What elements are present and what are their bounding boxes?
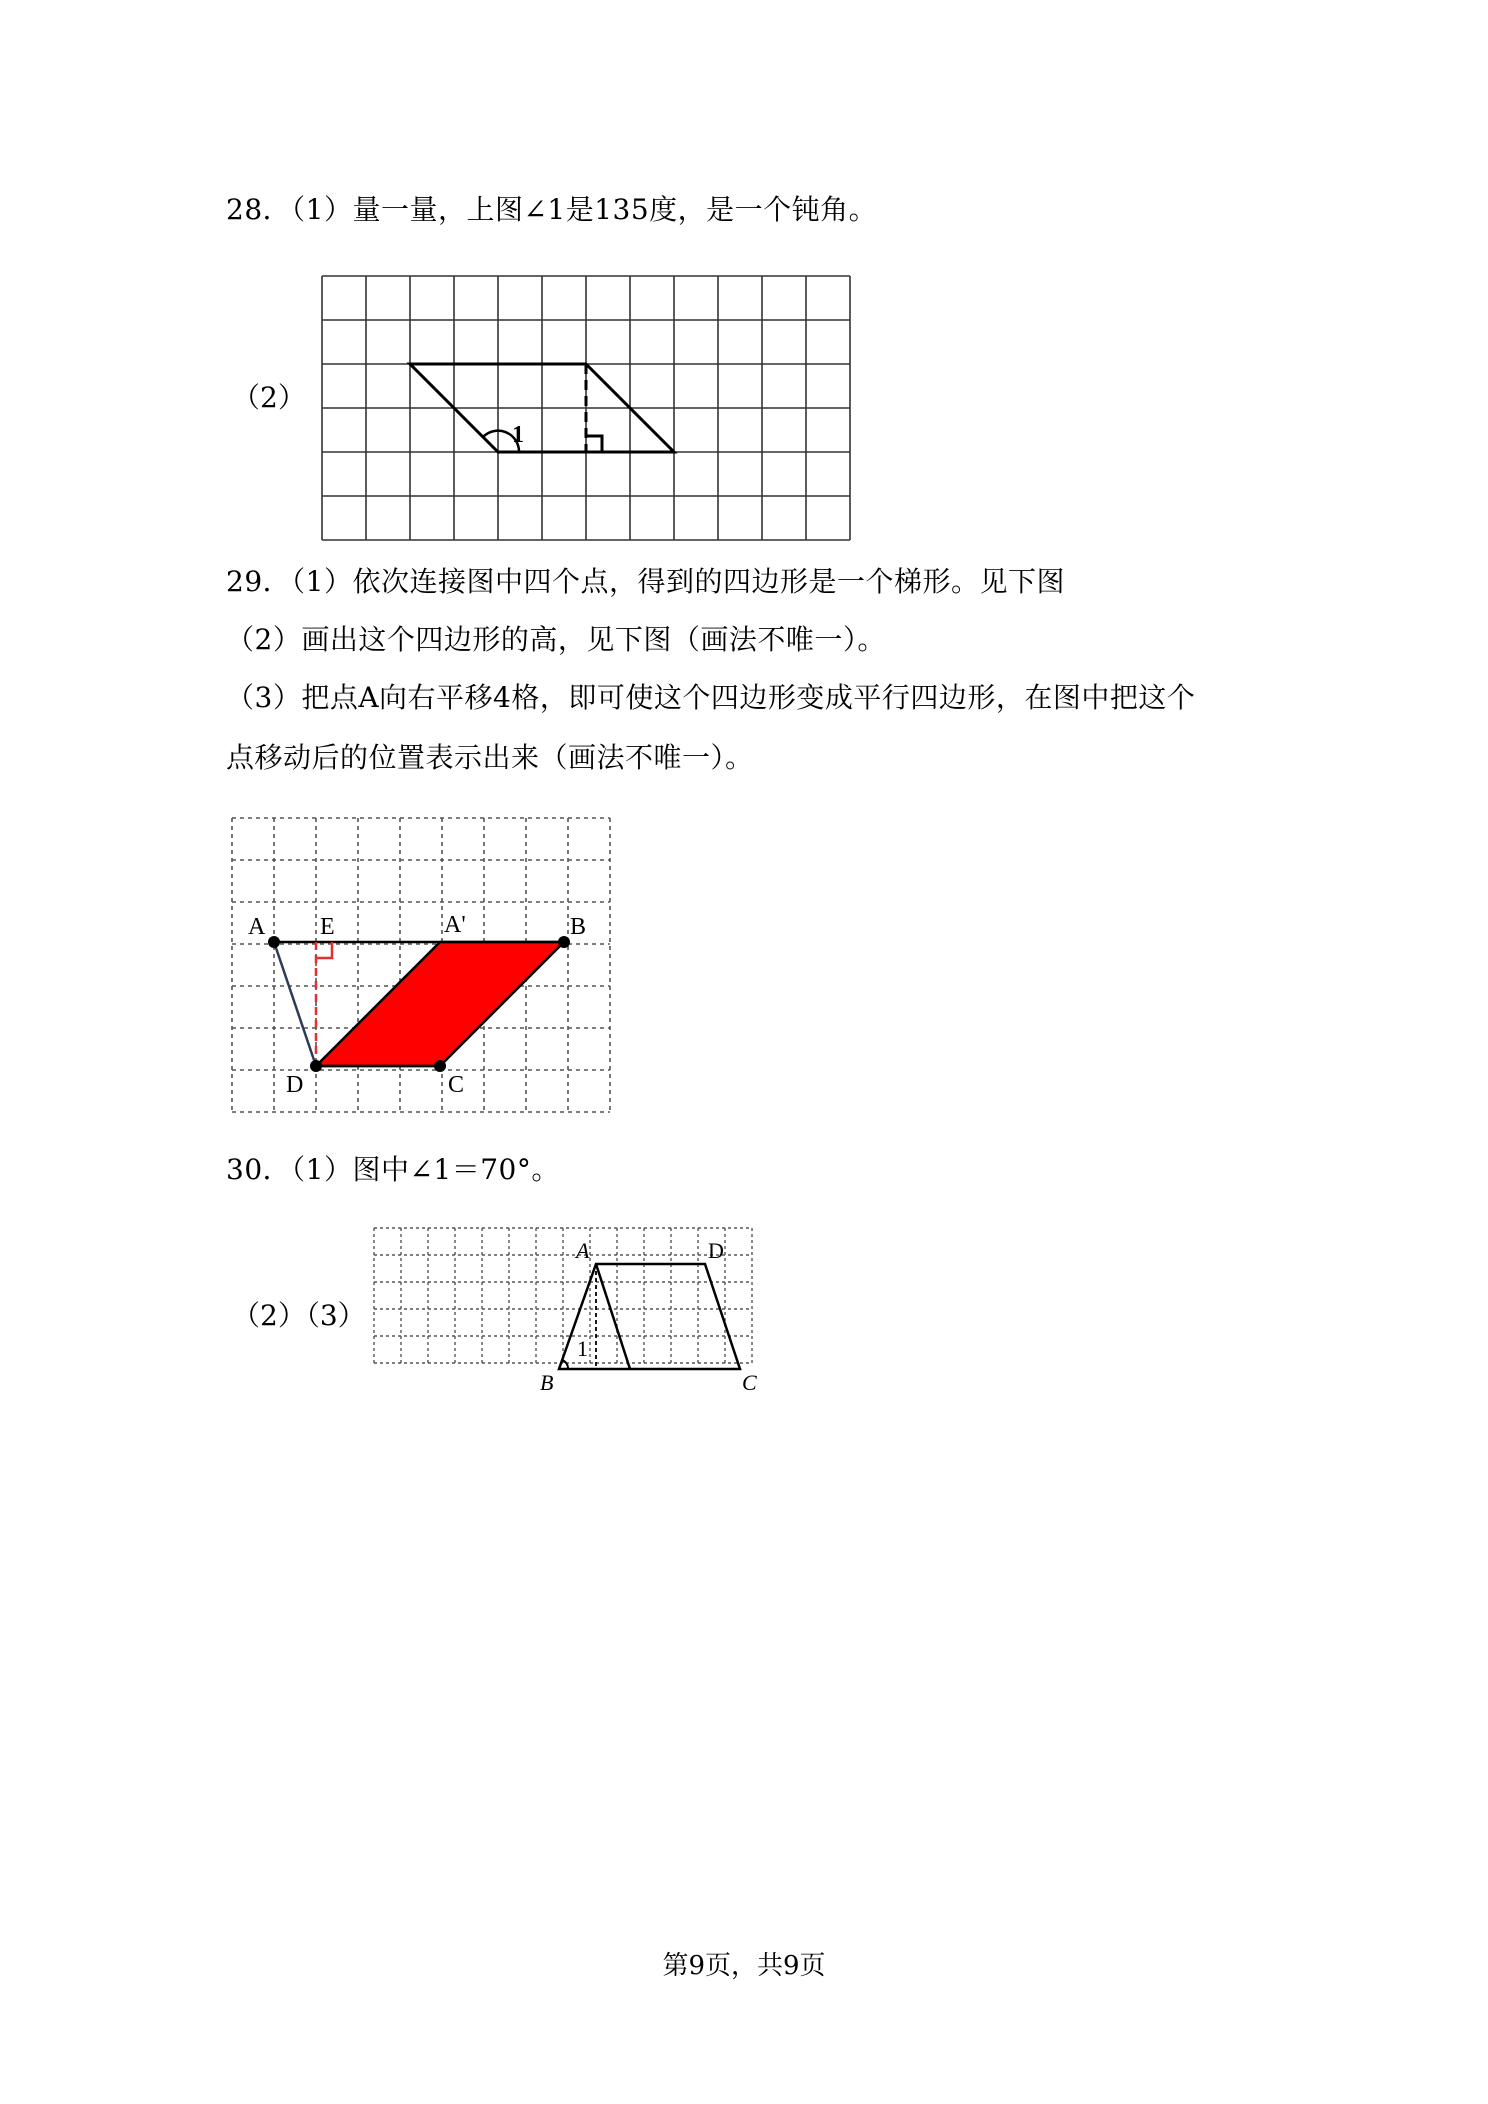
q29-line-3: （3）把点A向右平移4格，即可使这个四边形变成平行四边形，在图中把这个 — [226, 681, 1196, 714]
q30-trapezoid-figure — [372, 1226, 884, 1412]
q29-label-a-prime: A' — [444, 912, 466, 938]
q28-line-1: 28．（1）量一量，上图∠1是135度，是一个钝角。 — [226, 193, 878, 226]
q29-label-a: A — [248, 914, 266, 940]
q29-point-a — [268, 936, 280, 948]
q29-line-1: 29．（1）依次连接图中四个点，得到的四边形是一个梯形。见下图 — [226, 565, 1065, 598]
q30-label-b: B — [540, 1370, 554, 1395]
q29-label-d: D — [286, 1072, 304, 1098]
q30-angle-arc — [562, 1360, 568, 1369]
q29-label-c: C — [448, 1072, 465, 1098]
page-footer: 第9页，共9页 — [662, 1951, 826, 1981]
q30-segment-a-mid — [596, 1264, 630, 1369]
q30-label-d: D — [708, 1238, 724, 1263]
q29-point-b — [558, 936, 570, 948]
q29-line-2: （2）画出这个四边形的高，见下图（画法不唯一）。 — [226, 623, 886, 656]
q29-point-d — [310, 1060, 322, 1072]
q29-trapezoid-figure — [230, 816, 610, 1112]
q28-parallelogram-figure — [322, 276, 856, 544]
q28-angle-label: 1 — [512, 422, 524, 448]
q28-part-2-label: （2） — [232, 381, 306, 414]
q29-line-4: 点移动后的位置表示出来（画法不唯一）。 — [226, 741, 754, 774]
q29-side-ad — [274, 942, 316, 1066]
q30-label-a: A — [576, 1238, 590, 1263]
q29-point-c — [434, 1060, 446, 1072]
q30-label-c: C — [742, 1370, 757, 1395]
q28-right-angle-mark — [586, 436, 602, 452]
q29-label-e: E — [320, 914, 335, 940]
q30-angle-label: 1 — [577, 1336, 588, 1361]
q29-label-b: B — [570, 914, 587, 940]
q30-line-1: 30．（1）图中∠1＝70°。 — [226, 1153, 560, 1186]
q30-part-23-label: （2）（3） — [232, 1299, 366, 1332]
